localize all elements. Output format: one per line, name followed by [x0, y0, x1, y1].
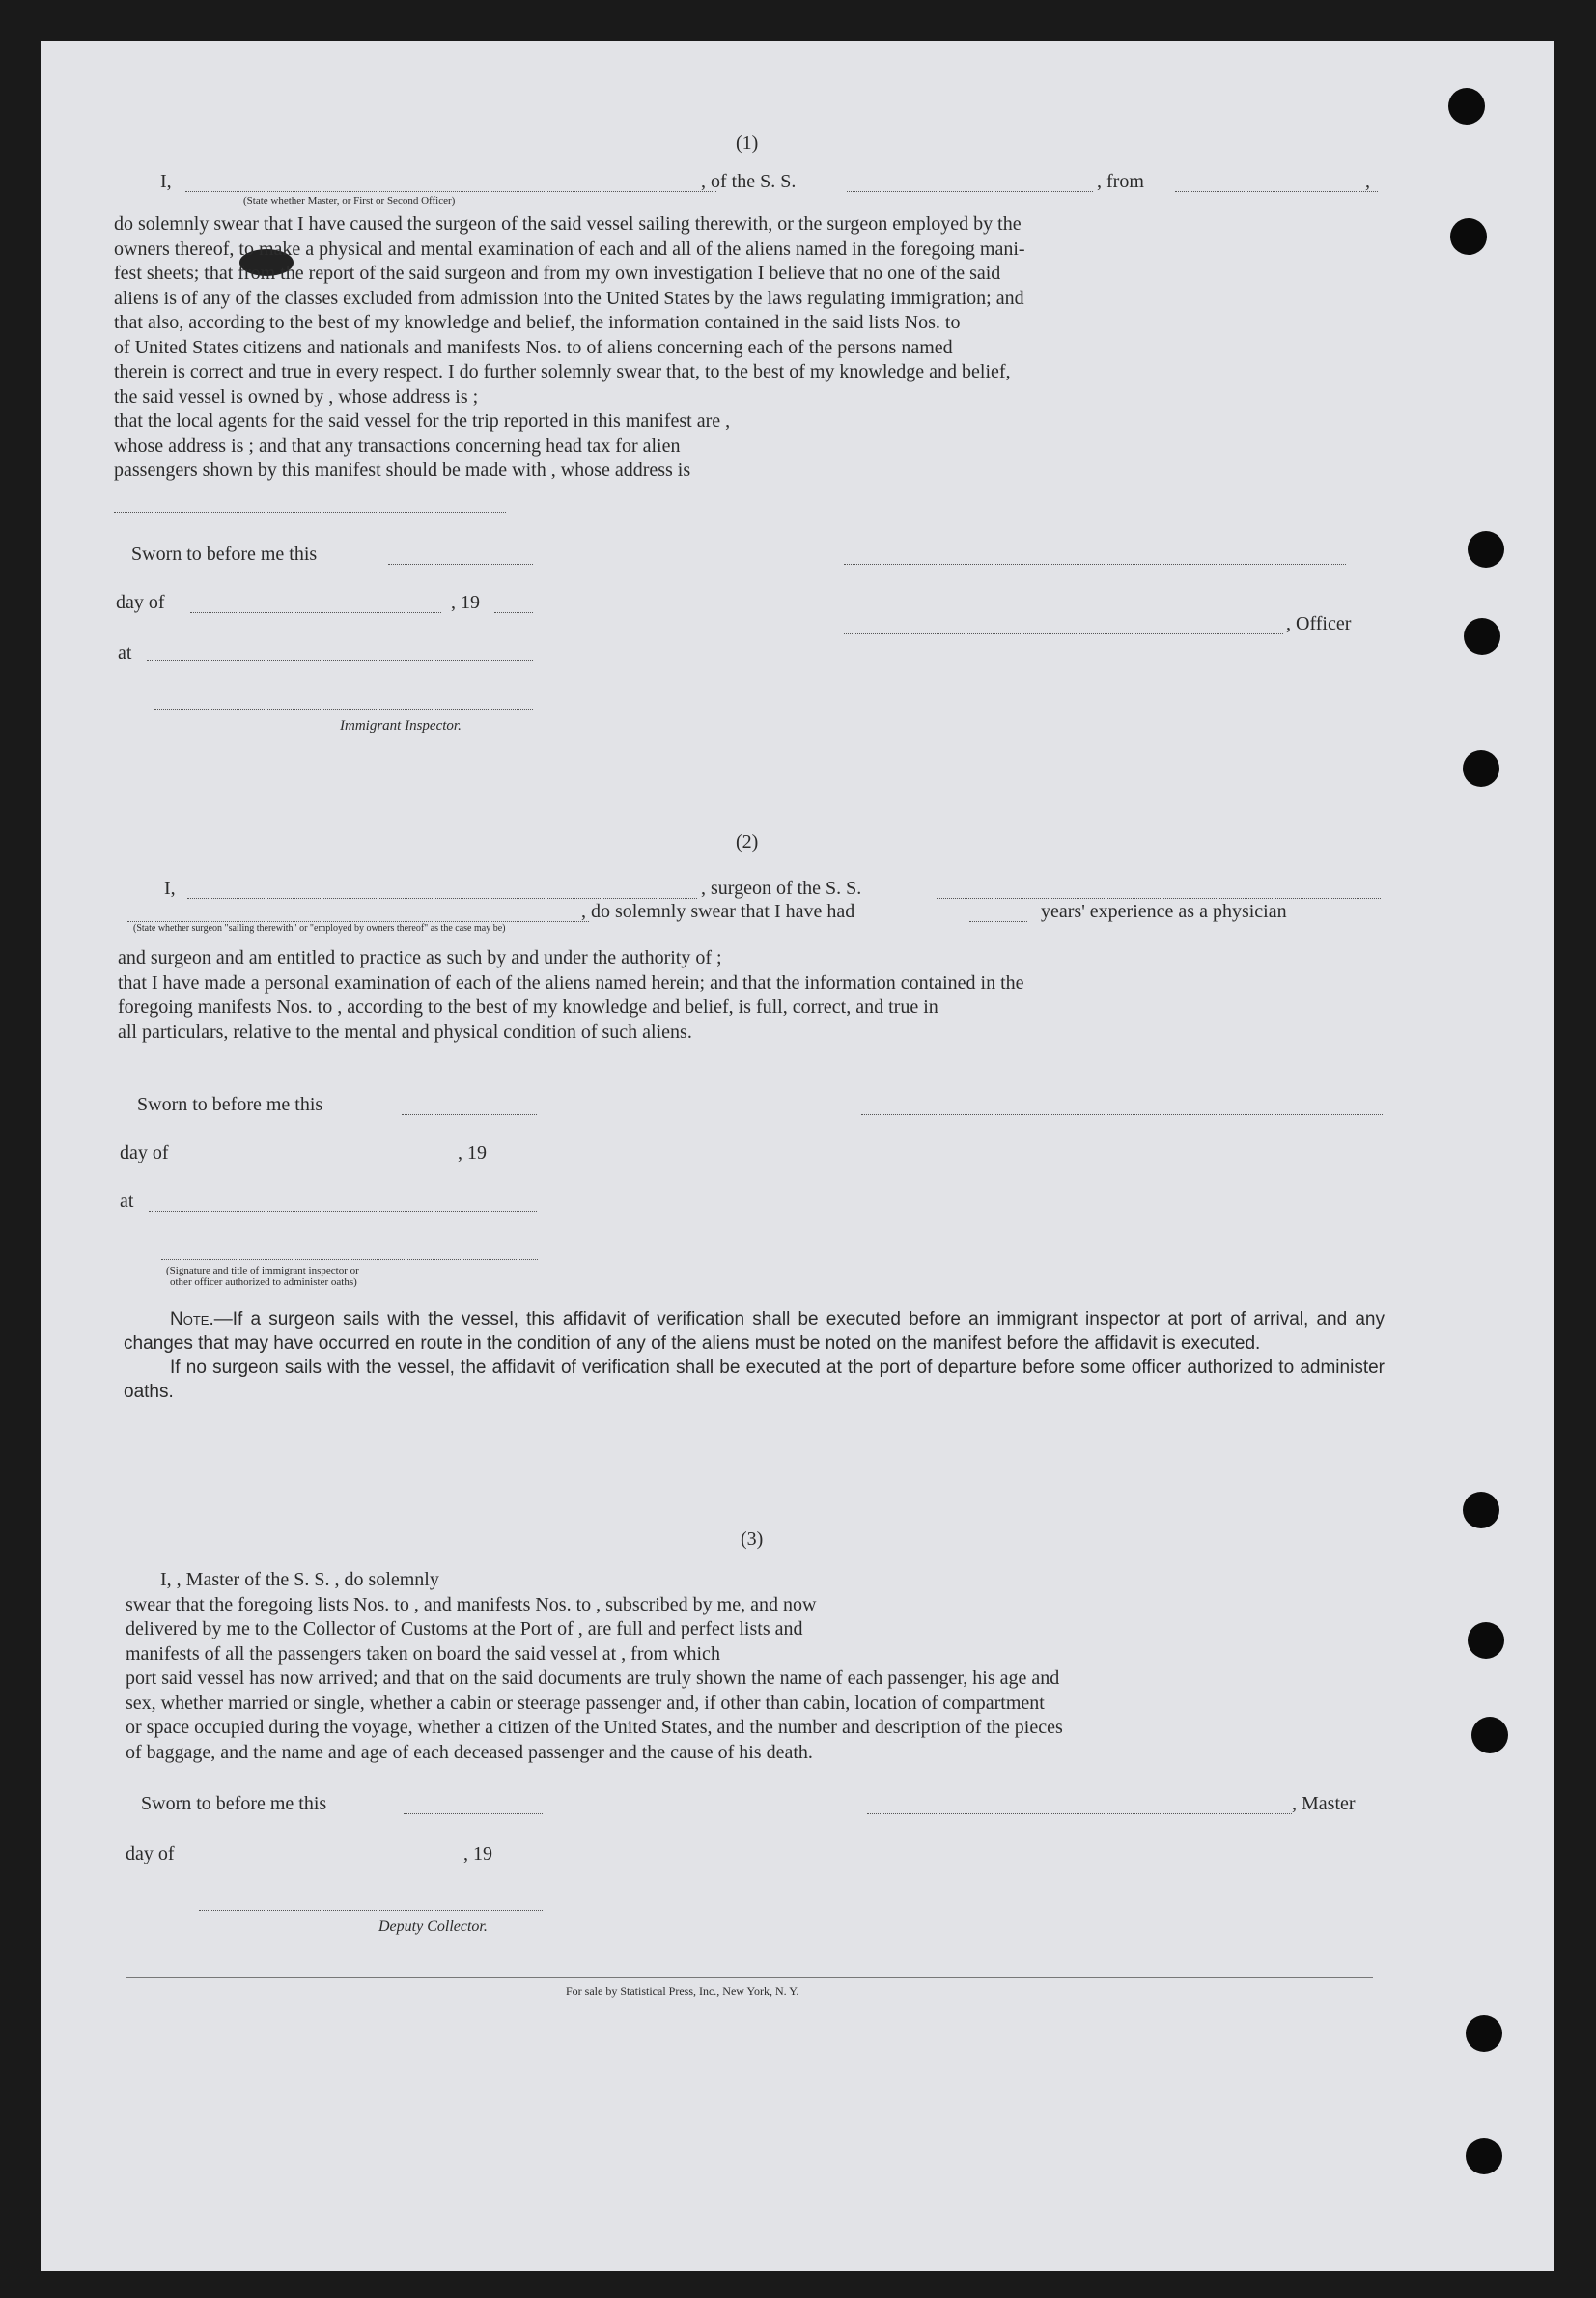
body-line: or space occupied during the voyage, whether a citizen of the United States, and the number and description of the pieces: [126, 1717, 1063, 1738]
body-line: I, , Master of the S. S. , do solemnly: [160, 1569, 439, 1590]
punch-hole: [1468, 1622, 1504, 1659]
officer-line-field[interactable]: [844, 633, 1283, 634]
body-line: therein is correct and true in every respect. I do further solemnly swear that, to the best of my knowledge and belief,: [114, 361, 1011, 382]
section-1-i: I,: [160, 171, 172, 192]
section-1-of-ss: , of the S. S.: [701, 171, 797, 192]
inspector-signature-field[interactable]: [161, 1259, 538, 1260]
deputy-collector-label: Deputy Collector.: [378, 1919, 488, 1935]
at-label: at: [118, 642, 132, 663]
deputy-signature-field[interactable]: [199, 1910, 543, 1911]
section-1-body: [114, 212, 1383, 484]
note-text: If no surgeon sails with the vessel, the affidavit of verification shall be executed at the port of departure before some officer authorized to administer oaths.: [124, 1358, 1385, 1402]
day-of-label: day of: [126, 1843, 175, 1864]
surgeon-name-field[interactable]: [187, 898, 697, 899]
sworn-date-field[interactable]: [388, 564, 533, 565]
sworn-label: Sworn to before me this: [137, 1094, 323, 1115]
body-line: sex, whether married or single, whether a cabin or steerage passenger and, if other than cabin, location of compartment: [126, 1692, 1045, 1714]
agent-address-field[interactable]: [114, 512, 506, 513]
officer-label: , Officer: [1286, 613, 1352, 634]
body-line: that also, according to the best of my knowledge and belief, the information contained in the said lists Nos. to: [114, 312, 961, 333]
body-line: whose address is ; and that any transactions concerning head tax for alien: [114, 434, 681, 457]
body-line: the said vessel is owned by , whose address is ;: [114, 385, 479, 407]
body-line: of baggage, and the name and age of each deceased passenger and the cause of his death.: [126, 1741, 813, 1763]
body-line: all particulars, relative to the mental and physical condition of such aliens.: [118, 1021, 692, 1043]
inspector-signature-field[interactable]: [154, 709, 533, 710]
body-line: do solemnly swear that I have caused the surgeon of the said vessel sailing therewith, or the surgeon employed by the: [114, 213, 1022, 235]
years-experience-field[interactable]: [969, 921, 1027, 922]
officer-rank-caption: (State whether Master, or First or Second Officer): [243, 195, 456, 207]
section-1-from: , from: [1097, 171, 1144, 192]
vessel-name-field[interactable]: [847, 191, 1093, 192]
section-3-number: (3): [741, 1528, 764, 1550]
punch-hole: [1463, 1492, 1499, 1528]
note-block: [124, 1307, 1385, 1404]
sworn-date-field[interactable]: [404, 1813, 543, 1814]
master-name-field[interactable]: [185, 191, 716, 192]
punch-hole: [1448, 88, 1485, 125]
year-label: , 19: [463, 1843, 492, 1864]
punch-hole: [1450, 218, 1487, 255]
surgeon-signature-field[interactable]: [861, 1114, 1383, 1115]
master-signature-field[interactable]: [867, 1813, 1292, 1814]
punch-hole: [1464, 618, 1500, 655]
body-line: aliens is of any of the classes excluded from admission into the United States by the laws regulating immigration; and: [114, 287, 1024, 309]
master-label: , Master: [1292, 1793, 1356, 1814]
note-paragraph: [124, 1307, 1385, 1356]
sworn-label: Sworn to before me this: [131, 544, 318, 565]
surgeon-status-caption: (State whether surgeon "sailing therewith" or "employed by owners thereof" as the case may be): [133, 923, 506, 934]
at-label: at: [120, 1191, 134, 1212]
punch-hole: [1471, 1717, 1508, 1753]
document-page: [41, 41, 1554, 2271]
note-label: Note.: [170, 1309, 214, 1330]
body-line: owners thereof, to make a physical and mental examination of each and all of the aliens named in the foregoing mani-: [114, 238, 1025, 260]
punch-hole: [1463, 750, 1499, 787]
surgeon-vessel-field[interactable]: [937, 898, 1381, 899]
sworn-date-field[interactable]: [402, 1114, 537, 1115]
body-line: fest sheets; that from the report of the said surgeon and from my own investigation I believe that no one of the said: [114, 263, 1001, 284]
body-line: manifests of all the passengers taken on board the said vessel at , from which: [126, 1642, 720, 1665]
sworn-label: Sworn to before me this: [141, 1793, 327, 1814]
section-3-body: [126, 1568, 1386, 1765]
day-of-label: day of: [120, 1142, 169, 1163]
year-field[interactable]: [494, 612, 533, 613]
from-port-field[interactable]: [1175, 191, 1378, 192]
body-line: and surgeon and am entitled to practice as such by and under the authority of ;: [118, 947, 722, 968]
body-line: foregoing manifests Nos. to , according to the best of my knowledge and belief, is full, correct, and true in: [118, 996, 938, 1018]
punch-hole: [1466, 2015, 1502, 2052]
signature-caption: (Signature and title of immigrant inspector or: [166, 1265, 359, 1276]
punch-hole: [1468, 531, 1504, 568]
signature-caption: other officer authorized to administer oaths): [170, 1276, 357, 1288]
note-text: —If a surgeon sails with the vessel, this affidavit of verification shall be executed before an immigrant inspector at port of arrival, and any changes that may have occurred en route in the condition of any of the aliens must be noted on the manifest before the affidavit is executed.: [124, 1309, 1385, 1354]
footer-printer-line: For sale by Statistical Press, Inc., New York, N. Y.: [566, 1984, 799, 1998]
punch-hole: [1466, 2138, 1502, 2174]
body-line: of United States citizens and nationals and manifests Nos. to of aliens concerning each of the persons named: [114, 336, 953, 358]
immigrant-inspector-label: Immigrant Inspector.: [340, 718, 462, 734]
section-1-comma: ,: [1365, 171, 1370, 192]
footer-rule: [126, 1977, 1373, 1978]
body-line: that the local agents for the said vessel for the trip reported in this manifest are ,: [114, 410, 731, 432]
surgeon-status-field[interactable]: [127, 921, 589, 922]
body-line: swear that the foregoing lists Nos. to , and manifests Nos. to , subscribed by me, and now: [126, 1593, 817, 1615]
note-paragraph: [124, 1356, 1385, 1404]
year-label: , 19: [458, 1142, 487, 1163]
day-of-label: day of: [116, 592, 165, 613]
body-line: delivered by me to the Collector of Customs at the Port of , are full and perfect lists and: [126, 1618, 803, 1639]
years-experience-label: years' experience as a physician: [1041, 901, 1287, 922]
section-1-number: (1): [736, 132, 759, 154]
at-place-field[interactable]: [149, 1211, 537, 1212]
section-2-i: I,: [164, 878, 176, 899]
surgeon-of-label: , surgeon of the S. S.: [701, 878, 862, 899]
day-of-month-field[interactable]: [190, 612, 441, 613]
section-2-body: [118, 946, 1386, 1045]
body-line: that I have made a personal examination of each of the aliens named herein; and that the information contained in the: [118, 971, 1024, 994]
officer-signature-field[interactable]: [844, 564, 1346, 565]
solemnly-swear-label: , do solemnly swear that I have had: [581, 901, 855, 922]
body-line: passengers shown by this manifest should be made with , whose address is: [114, 460, 691, 481]
body-line: port said vessel has now arrived; and that on the said documents are truly shown the name of each passenger, his age and: [126, 1667, 1060, 1689]
at-place-field[interactable]: [147, 660, 533, 661]
year-label: , 19: [451, 592, 480, 613]
section-2-number: (2): [736, 831, 759, 853]
